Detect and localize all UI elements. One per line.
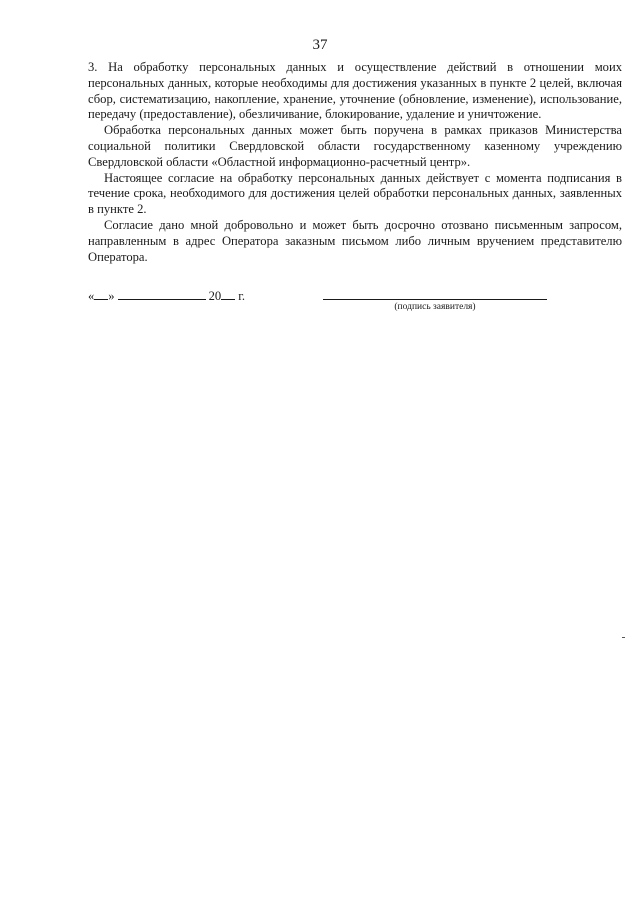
- year-suffix: г.: [238, 289, 246, 303]
- scan-artifact: [622, 637, 625, 638]
- signature-caption: (подпись заявителя): [394, 302, 476, 312]
- year-prefix: 20: [208, 289, 222, 303]
- year-blank: [221, 288, 235, 300]
- open-quote: «: [88, 289, 95, 303]
- date-field: [88, 288, 245, 304]
- paragraph-delegation: Обработка персональных данных может быть поручена в рамках приказов Министерства социальной политики Свердловской области государственному казенному учреждению Свердловской области «Областной информационно-расчетный центр».: [88, 123, 622, 169]
- document-body: [88, 60, 622, 265]
- signature-block: [88, 288, 622, 318]
- paragraph-validity: Настоящее согласие на обработку персональных данных действует с момента подписания в течение срока, необходимого для достижения целей обработки персональных данных, заявленных в пункте 2.: [88, 170, 622, 217]
- page-number: 37: [312, 37, 328, 53]
- signature-line: [323, 299, 547, 300]
- month-blank: [118, 288, 206, 300]
- paragraph-3-scope: 3. На обработку персональных данных и осуществление действий в отношении моих персональных данных, которые необходимы для достижения указанных в пункте 2 целей, включая сбор, систематизацию, накопление, хранение, уточнение (обновление, изменение), использование, передачу (предоставление), обезличивание, блокирование, удаление и уничтожение.: [88, 60, 622, 122]
- close-quote: »: [108, 289, 115, 303]
- paragraph-revocation: Согласие дано мной добровольно и может быть досрочно отозвано письменным запросом, направленным в адрес Оператора заказным письмом либо личным вручением представителю Оператора.: [88, 217, 622, 264]
- day-blank: [94, 288, 108, 300]
